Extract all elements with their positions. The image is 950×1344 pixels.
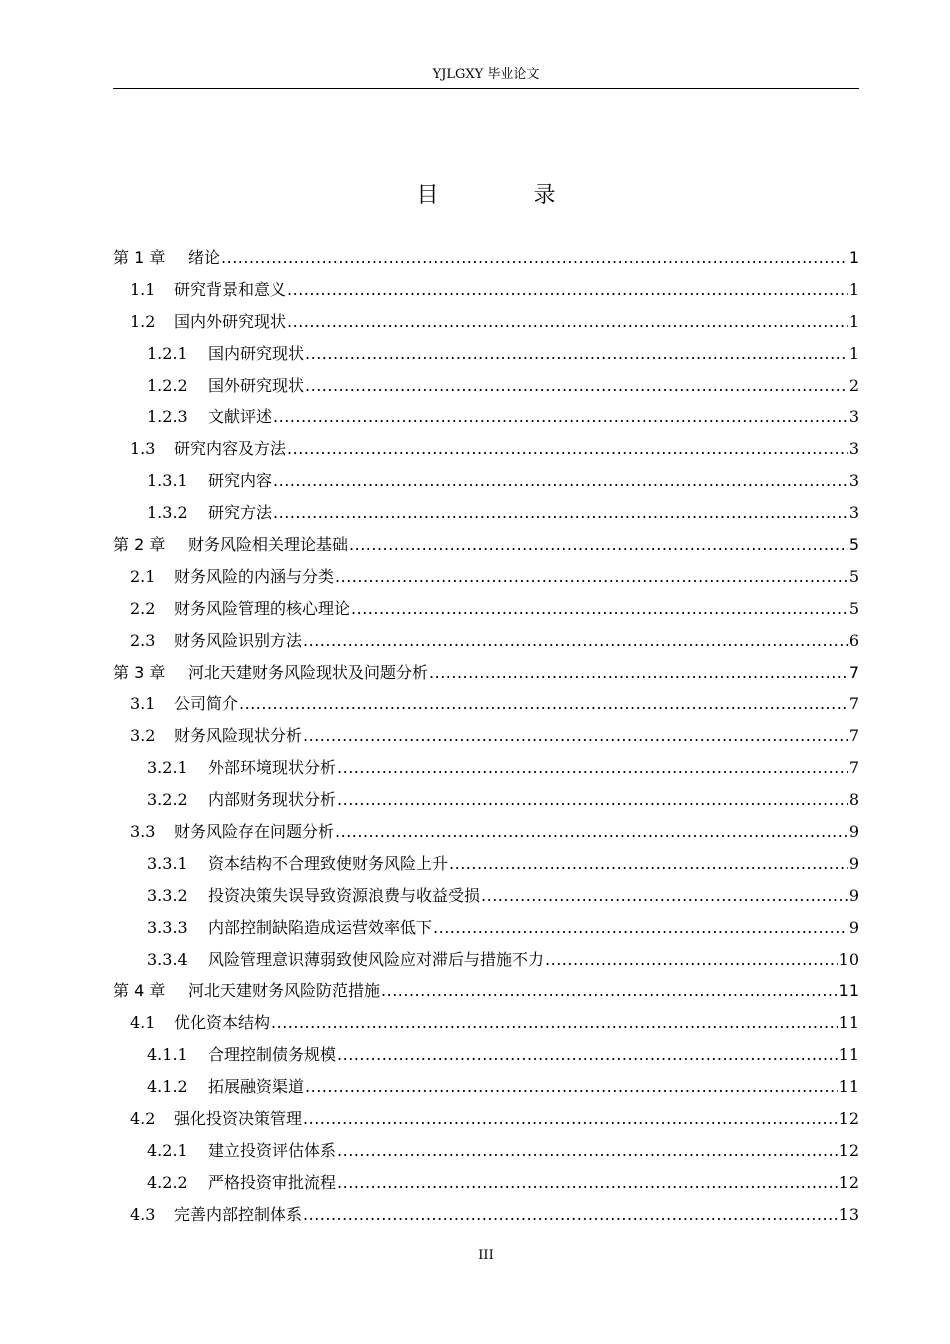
toc-dot-leader — [433, 912, 848, 944]
toc-entry-number: 4.1 — [130, 1013, 156, 1033]
toc-dot-leader — [337, 784, 848, 816]
toc-dot-leader — [335, 561, 848, 593]
toc-dot-leader — [273, 497, 848, 529]
toc-entry-title: 建立投资评估体系 — [208, 1140, 337, 1160]
toc-entry-title: 公司简介 — [174, 694, 239, 714]
toc-entry-page: 3 — [848, 471, 859, 491]
toc-entry[interactable] — [113, 593, 859, 625]
toc-entry-page: 2 — [848, 375, 859, 395]
toc-entry[interactable] — [113, 401, 859, 433]
toc-entry-number: 3.3.4 — [147, 949, 188, 969]
toc-entry-title: 优化资本结构 — [174, 1013, 271, 1033]
toc-entry-page: 1 — [848, 279, 859, 299]
toc-entry-title: 国内外研究现状 — [174, 311, 287, 331]
toc-dot-leader — [381, 975, 838, 1007]
toc-title: 目 录 — [416, 183, 600, 208]
toc-dot-leader — [271, 1007, 838, 1039]
toc-entry[interactable] — [113, 1103, 859, 1135]
toc-entry-title: 财务风险现状分析 — [174, 726, 303, 746]
toc-entry-page: 11 — [838, 1045, 859, 1065]
toc-entry-page: 3 — [848, 503, 859, 523]
toc-entry[interactable] — [113, 1071, 859, 1103]
toc-entry[interactable] — [113, 944, 859, 976]
toc-entry[interactable] — [113, 338, 859, 370]
toc-dot-leader — [273, 465, 848, 497]
toc-entry-title: 完善内部控制体系 — [174, 1204, 303, 1224]
toc-dot-leader — [337, 1167, 838, 1199]
toc-dot-leader — [337, 1135, 838, 1167]
toc-entry-page: 12 — [838, 1140, 859, 1160]
toc-entry-page: 3 — [848, 407, 859, 427]
toc-dot-leader — [303, 720, 848, 752]
toc-entry-number: 1.1 — [130, 279, 156, 299]
toc-dot-leader — [287, 274, 848, 306]
toc-entry-number: 3.3.2 — [147, 885, 188, 905]
toc-entry-page: 9 — [848, 853, 859, 873]
toc-dot-leader — [239, 688, 848, 720]
toc-entry-page: 5 — [848, 598, 859, 618]
toc-entry-title: 研究背景和意义 — [174, 279, 287, 299]
toc-entry-title: 河北天建财务风险现状及问题分析 — [188, 662, 429, 682]
toc-entry-title: 财务风险的内涵与分类 — [174, 566, 335, 586]
toc-entry-number: 第 1 章 — [113, 248, 166, 267]
toc-entry-number: 1.2 — [130, 311, 156, 331]
toc-entry-title: 资本结构不合理致使财务风险上升 — [208, 853, 449, 873]
toc-entry-page: 7 — [848, 726, 859, 746]
toc-entry-number: 3.3.3 — [147, 917, 188, 937]
toc-entry[interactable] — [113, 720, 859, 752]
toc-dot-leader — [335, 816, 848, 848]
toc-entry[interactable] — [113, 306, 859, 338]
toc-entry-page: 8 — [848, 790, 859, 810]
toc-entry-title: 严格投资审批流程 — [208, 1172, 337, 1192]
toc-entry-title: 研究内容 — [208, 471, 273, 491]
toc-entry-page: 12 — [838, 1172, 859, 1192]
toc-entry[interactable] — [113, 752, 859, 784]
toc-entry-number: 4.2 — [130, 1109, 156, 1129]
page-footer — [113, 1248, 859, 1263]
toc-entry-page: 6 — [848, 630, 859, 650]
toc-dot-leader — [337, 1039, 838, 1071]
toc-entry[interactable] — [113, 274, 859, 306]
toc-entry-number: 4.3 — [130, 1204, 156, 1224]
toc-entry[interactable] — [113, 880, 859, 912]
page-header — [113, 66, 859, 89]
toc-entry[interactable] — [113, 370, 859, 402]
toc-dot-leader — [287, 306, 848, 338]
toc-dot-leader — [349, 529, 848, 561]
toc-entry-title: 外部环境现状分析 — [208, 758, 337, 778]
toc-entry[interactable] — [113, 1039, 859, 1071]
toc-entry-number: 2.1 — [130, 566, 156, 586]
toc-entry-number: 3.3.1 — [147, 853, 188, 873]
toc-entry[interactable] — [113, 1135, 859, 1167]
toc-entry-page: 5 — [848, 535, 859, 555]
toc-dot-leader — [305, 370, 848, 402]
toc-entry-number: 1.3 — [130, 439, 156, 459]
toc-entry[interactable] — [113, 975, 859, 1007]
toc-entry-number: 3.2 — [130, 726, 156, 746]
toc-entry-title: 财务风险存在问题分析 — [174, 822, 335, 842]
toc-entry-title: 财务风险管理的核心理论 — [174, 598, 351, 618]
toc-entry-page: 11 — [838, 1013, 859, 1033]
toc-entry-page: 7 — [848, 662, 859, 682]
toc-entry[interactable] — [113, 1167, 859, 1199]
toc-entry-title: 风险管理意识薄弱致使风险应对滞后与措施不力 — [208, 949, 545, 969]
toc-entry-number: 3.3 — [130, 822, 156, 842]
toc-dot-leader — [351, 593, 848, 625]
toc-dot-leader — [303, 625, 848, 657]
toc-entry-page: 9 — [848, 822, 859, 842]
toc-entry-number: 第 4 章 — [113, 981, 166, 1001]
toc-entry-number: 1.2.3 — [147, 407, 188, 427]
toc-entry-page: 1 — [848, 248, 859, 267]
toc-entry-number: 第 2 章 — [113, 535, 166, 555]
toc-dot-leader — [303, 1103, 838, 1135]
toc-entry-title: 研究方法 — [208, 503, 273, 523]
toc-entry-number: 4.2.1 — [147, 1140, 188, 1160]
toc-entry-title: 国外研究现状 — [208, 375, 305, 395]
toc-entry-number: 4.1.1 — [147, 1045, 188, 1065]
toc-dot-leader — [305, 338, 848, 370]
toc-entry-title: 财务风险相关理论基础 — [188, 535, 349, 555]
toc-entry-page: 11 — [838, 981, 859, 1001]
toc-entry[interactable] — [113, 1007, 859, 1039]
toc-entry[interactable] — [113, 848, 859, 880]
toc-entry[interactable] — [113, 657, 859, 689]
toc-entry[interactable] — [113, 912, 859, 944]
toc-entry-title: 绪论 — [188, 248, 221, 267]
toc-entry-title: 文献评述 — [208, 407, 273, 427]
toc-entry-title: 内部控制缺陷造成运营效率低下 — [208, 917, 433, 937]
toc-entry[interactable] — [113, 497, 859, 529]
toc-entry-page: 1 — [848, 311, 859, 331]
toc-entry-number: 1.3.1 — [147, 471, 188, 491]
toc-entry-title: 投资决策失误导致资源浪费与收益受损 — [208, 885, 481, 905]
toc-entry[interactable] — [113, 816, 859, 848]
toc-dot-leader — [337, 752, 848, 784]
toc-entry-page: 10 — [838, 949, 859, 969]
toc-dot-leader — [287, 433, 848, 465]
toc-dot-leader — [305, 1071, 838, 1103]
toc-entry-number: 1.2.2 — [147, 375, 188, 395]
toc-entry-number: 4.2.2 — [147, 1172, 188, 1192]
table-of-contents — [113, 242, 859, 1231]
toc-dot-leader — [303, 1199, 838, 1231]
toc-entry[interactable] — [113, 688, 859, 720]
toc-entry[interactable] — [113, 529, 859, 561]
toc-entry-title: 拓展融资渠道 — [208, 1077, 305, 1097]
toc-entry-number: 2.2 — [130, 598, 156, 618]
toc-entry-page: 3 — [848, 439, 859, 459]
toc-entry-number: 1.3.2 — [147, 503, 188, 523]
toc-entry-title: 强化投资决策管理 — [174, 1109, 303, 1129]
toc-entry-number: 2.3 — [130, 630, 156, 650]
toc-entry[interactable] — [113, 1199, 859, 1231]
toc-dot-leader — [221, 242, 848, 274]
toc-entry[interactable] — [113, 433, 859, 465]
toc-entry-page: 1 — [848, 343, 859, 363]
toc-entry-number: 3.2.1 — [147, 758, 188, 778]
toc-entry[interactable] — [113, 784, 859, 816]
toc-dot-leader — [481, 880, 848, 912]
toc-entry-number: 1.2.1 — [147, 343, 188, 363]
toc-dot-leader — [449, 848, 848, 880]
toc-entry-number: 3.1 — [130, 694, 156, 714]
toc-entry-page: 11 — [838, 1077, 859, 1097]
toc-dot-leader — [429, 657, 848, 689]
toc-entry-page: 7 — [848, 694, 859, 714]
header-text: YJLGXY 毕业论文 — [432, 67, 540, 82]
toc-entry-number: 第 3 章 — [113, 662, 166, 682]
toc-entry-number: 4.1.2 — [147, 1077, 188, 1097]
toc-entry-page: 9 — [848, 885, 859, 905]
toc-entry[interactable] — [113, 242, 859, 274]
toc-entry-title: 合理控制债务规模 — [208, 1045, 337, 1065]
toc-entry-page: 9 — [848, 917, 859, 937]
toc-entry-page: 7 — [848, 758, 859, 778]
toc-entry-page: 5 — [848, 566, 859, 586]
toc-entry-title: 财务风险识别方法 — [174, 630, 303, 650]
toc-entry-page: 12 — [838, 1109, 859, 1129]
toc-dot-leader — [273, 401, 848, 433]
toc-entry[interactable] — [113, 465, 859, 497]
toc-entry[interactable] — [113, 625, 859, 657]
toc-entry-title: 研究内容及方法 — [174, 439, 287, 459]
toc-entry-title: 河北天建财务风险防范措施 — [188, 981, 381, 1001]
toc-entry-title: 国内研究现状 — [208, 343, 305, 363]
toc-entry-title: 内部财务现状分析 — [208, 790, 337, 810]
page-number: III — [478, 1248, 494, 1263]
toc-entry-number: 3.2.2 — [147, 790, 188, 810]
toc-entry[interactable] — [113, 561, 859, 593]
toc-dot-leader — [545, 944, 838, 976]
toc-entry-page: 13 — [838, 1204, 859, 1224]
